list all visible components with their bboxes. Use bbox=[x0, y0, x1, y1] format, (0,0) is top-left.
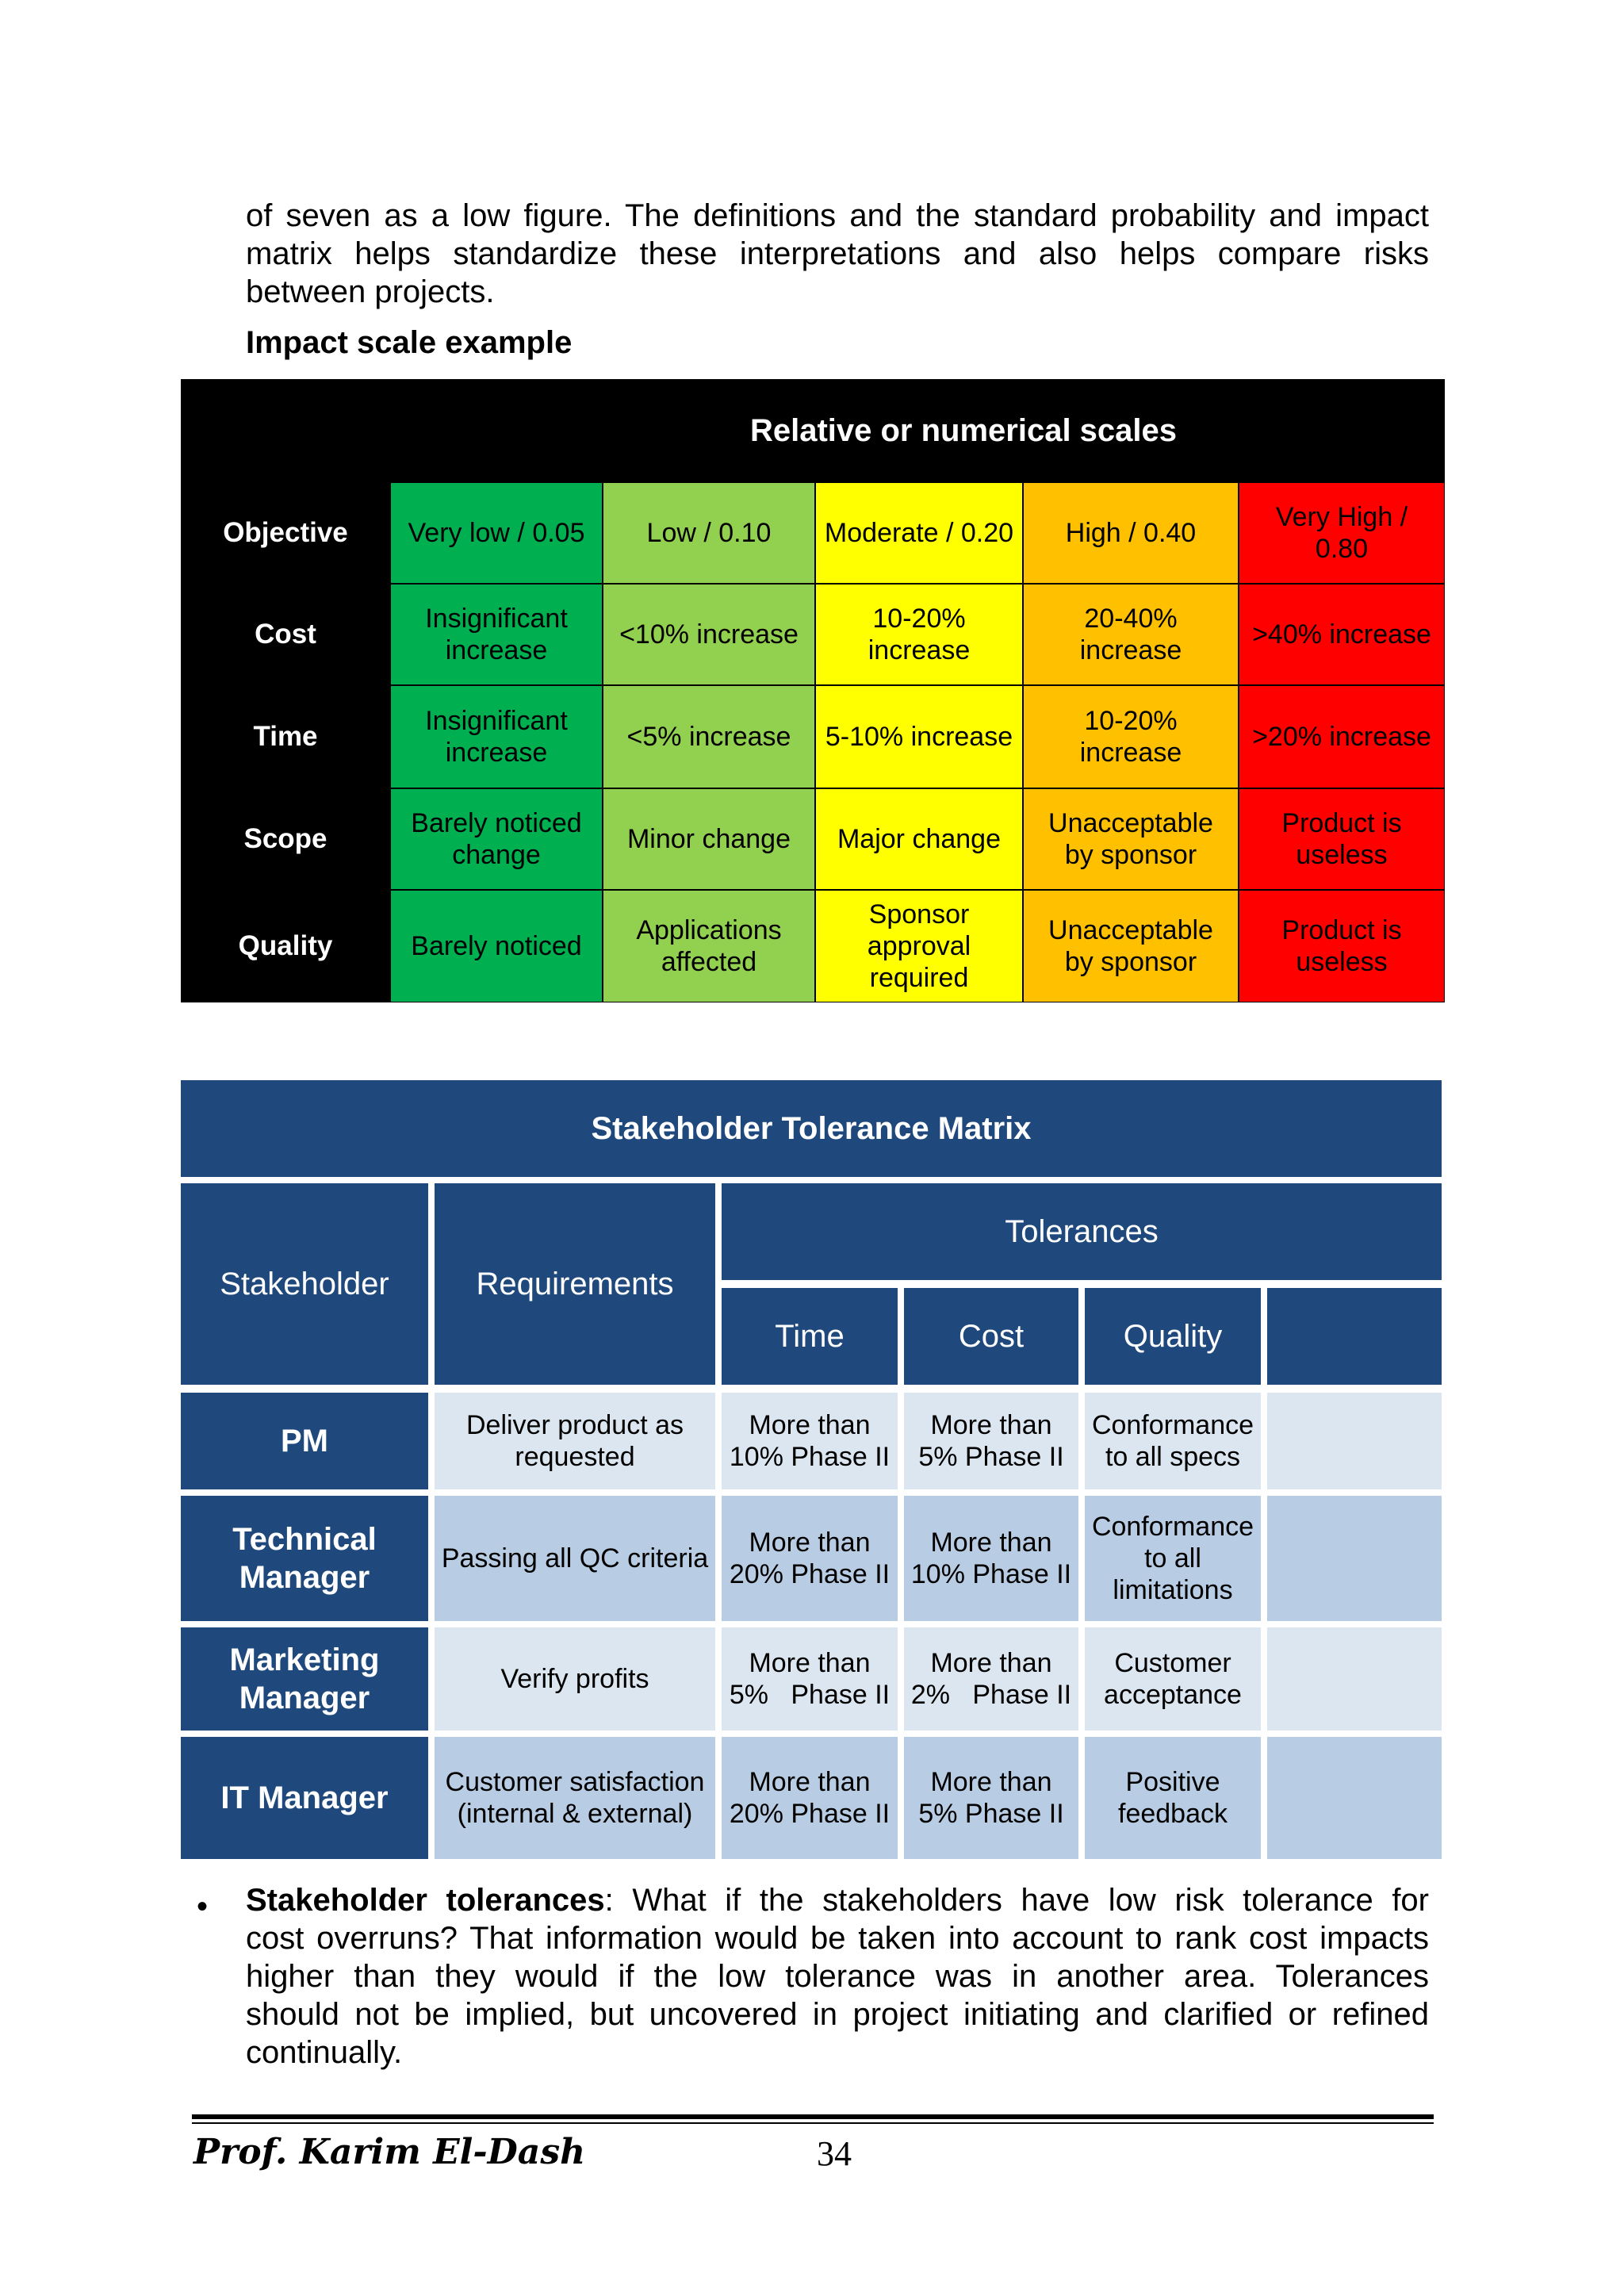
impact-cell: Barely noticed bbox=[390, 890, 603, 1002]
impact-cell: 10-20% increase bbox=[1023, 685, 1239, 788]
row-label: Time bbox=[253, 721, 318, 752]
impact-cell: Product is useless bbox=[1239, 788, 1445, 890]
footer-author: Prof. Karim El-Dash bbox=[193, 2132, 586, 2172]
header-stakeholder: Stakeholder bbox=[181, 1183, 428, 1385]
impact-table-title: Relative or numerical scales bbox=[749, 412, 1178, 448]
cell-empty bbox=[1267, 1737, 1442, 1859]
impact-cell: <5% increase bbox=[603, 685, 815, 788]
bullet-line: continually. bbox=[246, 2035, 403, 2070]
impact-cell: Product is useless bbox=[1239, 890, 1445, 1002]
impact-cell: Insignificant increase bbox=[390, 584, 603, 685]
bullet-paragraph bbox=[246, 1881, 1429, 2072]
row-label-stakeholder: IT Manager bbox=[181, 1737, 428, 1859]
impact-cell: High / 0.40 bbox=[1023, 482, 1239, 584]
impact-cell: 10-20% increase bbox=[815, 584, 1023, 685]
impact-cell: Very High / 0.80 bbox=[1239, 482, 1445, 584]
cell-cost: More than 10% Phase II bbox=[904, 1496, 1078, 1621]
stakeholder-tolerance-table bbox=[181, 1080, 1442, 1859]
impact-heading: Impact scale example bbox=[246, 325, 573, 360]
impact-row-cost bbox=[181, 584, 1445, 685]
cell-quality: Conformance to all limitations bbox=[1085, 1496, 1261, 1621]
cell-cost: More than 5% Phase II bbox=[904, 1737, 1078, 1859]
row-label-stakeholder: Marketing Manager bbox=[181, 1627, 428, 1731]
impact-cell: 20-40% increase bbox=[1023, 584, 1239, 685]
cell-time: More than 5% Phase II bbox=[722, 1627, 898, 1731]
impact-cell: Major change bbox=[815, 788, 1023, 890]
impact-row-objective bbox=[181, 482, 1445, 584]
cell-time: More than 20% Phase II bbox=[722, 1496, 898, 1621]
footer-rule-thin bbox=[192, 2122, 1434, 2124]
cell-cost: More than 2% Phase II bbox=[904, 1627, 1078, 1731]
cell-requirements: Customer satisfaction (internal & external) bbox=[435, 1737, 715, 1859]
header-tolerances: Tolerances bbox=[722, 1183, 1442, 1280]
impact-cell: Moderate / 0.20 bbox=[815, 482, 1023, 584]
cell-empty bbox=[1267, 1627, 1442, 1731]
row-label: Cost bbox=[255, 619, 316, 650]
intro-line: matrix helps standardize these interpretations and also helps compare risks bbox=[246, 236, 1429, 271]
impact-row-scope bbox=[181, 788, 1445, 890]
impact-cell: Minor change bbox=[603, 788, 815, 890]
impact-cell: Unacceptable by sponsor bbox=[1023, 788, 1239, 890]
impact-cell: <10% increase bbox=[603, 584, 815, 685]
stakeholder-table-title: Stakeholder Tolerance Matrix bbox=[181, 1080, 1442, 1177]
header-cost: Cost bbox=[904, 1288, 1078, 1385]
bullet-line: higher than they would if the low tolerance was in another area. Tolerances bbox=[246, 1959, 1429, 1994]
footer-rule bbox=[192, 2114, 1434, 2119]
cell-requirements: Verify profits bbox=[435, 1627, 715, 1731]
impact-cell: Low / 0.10 bbox=[603, 482, 815, 584]
header-time: Time bbox=[722, 1288, 898, 1385]
header-requirements: Requirements bbox=[435, 1183, 715, 1385]
cell-empty bbox=[1267, 1393, 1442, 1489]
impact-cell: Insignificant increase bbox=[390, 685, 603, 788]
bullet-first-line-rest: : What if the stakeholders have low risk tolerance for bbox=[604, 1883, 1429, 1918]
bullet-bold-term: Stakeholder tolerances bbox=[246, 1883, 605, 1918]
impact-cell: Unacceptable by sponsor bbox=[1023, 890, 1239, 1002]
impact-cell: Very low / 0.05 bbox=[390, 482, 603, 584]
row-label: Objective bbox=[223, 517, 348, 548]
impact-cell: Barely noticed change bbox=[390, 788, 603, 890]
impact-scale-table bbox=[181, 379, 1445, 1002]
cell-cost: More than 5% Phase II bbox=[904, 1393, 1078, 1489]
cell-time: More than 10% Phase II bbox=[722, 1393, 898, 1489]
cell-requirements: Passing all QC criteria bbox=[435, 1496, 715, 1621]
bullet-line: should not be implied, but uncovered in project initiating and clarified or refined bbox=[246, 1997, 1429, 2032]
cell-requirements: Deliver product as requested bbox=[435, 1393, 715, 1489]
bullet-line: cost overruns? That information would be taken into account to rank cost impacts bbox=[246, 1921, 1429, 1956]
cell-quality: Conformance to all specs bbox=[1085, 1393, 1261, 1489]
intro-line: of seven as a low figure. The definitions and the standard probability and impact bbox=[246, 198, 1429, 233]
impact-cell: 5-10% increase bbox=[815, 685, 1023, 788]
intro-paragraph bbox=[246, 197, 1429, 311]
impact-cell: >20% increase bbox=[1239, 685, 1445, 788]
bullet-marker: • bbox=[197, 1889, 209, 1924]
bullet-first-line bbox=[246, 1881, 1429, 1919]
row-label-stakeholder: PM bbox=[181, 1393, 428, 1489]
intro-line: between projects. bbox=[246, 274, 495, 309]
cell-empty bbox=[1267, 1496, 1442, 1621]
impact-cell: Sponsor approval required bbox=[815, 890, 1023, 1002]
impact-row-quality bbox=[181, 890, 1445, 1002]
impact-row-time bbox=[181, 685, 1445, 788]
impact-cell: Applications affected bbox=[603, 890, 815, 1002]
cell-quality: Positive feedback bbox=[1085, 1737, 1261, 1859]
cell-quality: Customer acceptance bbox=[1085, 1627, 1261, 1731]
header-quality: Quality bbox=[1085, 1288, 1261, 1385]
cell-time: More than 20% Phase II bbox=[722, 1737, 898, 1859]
row-label-stakeholder: Technical Manager bbox=[181, 1496, 428, 1621]
header-empty bbox=[1267, 1288, 1442, 1385]
page-number: 34 bbox=[817, 2134, 852, 2173]
row-label: Quality bbox=[238, 930, 333, 961]
row-label: Scope bbox=[243, 823, 327, 854]
impact-cell: >40% increase bbox=[1239, 584, 1445, 685]
